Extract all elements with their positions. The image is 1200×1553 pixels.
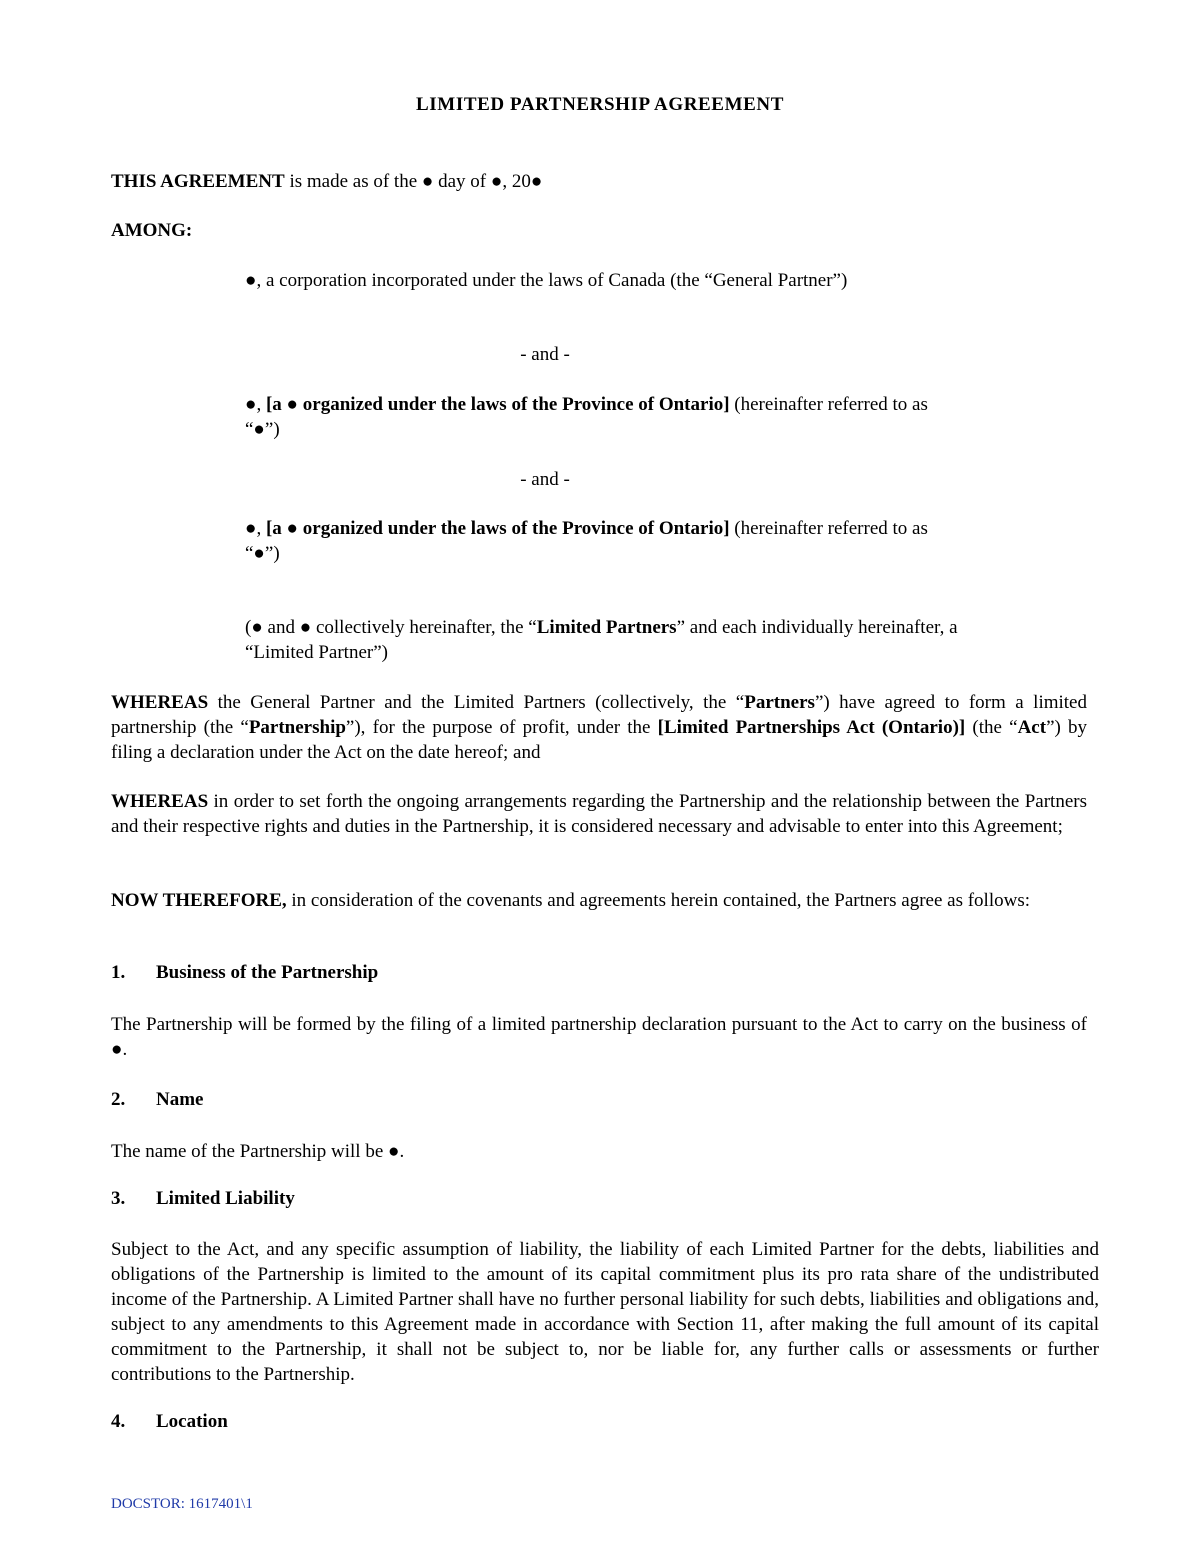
- intro-text: is made as of the ● day of ●, 20●: [289, 171, 543, 192]
- and-separator-2: - and -: [520, 469, 570, 490]
- party-general-partner: ●, a corporation incorporated under the laws of Canada (the “General Partner”): [245, 270, 848, 291]
- section-heading-2: [111, 1089, 203, 1111]
- intro-paragraph: [111, 169, 1091, 194]
- party2-bold: [a ● organized under the laws of the Province of Ontario]: [265, 394, 730, 415]
- document-title: LIMITED PARTNERSHIP AGREEMENT: [416, 94, 784, 115]
- collective-post: ” and each individually hereinafter, a “Limited Partner”): [245, 617, 958, 663]
- whereas1-t3: ”), for the purpose of profit, under the: [345, 717, 658, 738]
- section-number: 2.: [111, 1089, 126, 1110]
- whereas-paragraph-1: [111, 690, 1087, 765]
- whereas1-b4: [Limited Partnerships Act (Ontario)]: [657, 717, 966, 738]
- section-heading-4: [111, 1411, 228, 1433]
- section-title: Location: [156, 1411, 228, 1432]
- section-heading-1: [111, 962, 378, 984]
- section-number: 1.: [111, 962, 126, 983]
- party3-bold: [a ● organized under the laws of the Province of Ontario]: [265, 518, 730, 539]
- now-therefore-text: in consideration of the covenants and agreements herein contained, the Partners agree as follows:: [286, 890, 1030, 911]
- party2-lead: ●,: [245, 394, 266, 415]
- whereas2-text: in order to set forth the ongoing arrangements regarding the Partnership and the relationship between the Partners and their respective rights and duties in the Partnership, it is considered necessary and advisable to enter into this Agreement;: [111, 791, 1087, 837]
- section-body-3: Subject to the Act, and any specific assumption of liability, the liability of each Limited Partner for the debts, liabilities and obligations of the Partnership is limited to the amount of its capital commitment plus its pro rata share of the undistributed income of the Partnership. A Limited Partner shall have no further personal liability for such debts, liabilities and obligations and, subject to any amendments to this Agreement made in accordance with Section 11, after making the full amount of its capital commitment to the Partnership, it shall not be subject to, nor be liable for, any further calls or assessments or further contributions to the Partnership.: [111, 1239, 1099, 1385]
- party3-lead: ●,: [245, 518, 266, 539]
- whereas1-t1: the General Partner and the Limited Partners (collectively, the “: [208, 692, 745, 713]
- section-number: 4.: [111, 1411, 126, 1432]
- section-body-2: The name of the Partnership will be ●.: [111, 1141, 405, 1162]
- section-body-1: The Partnership will be formed by the filing of a limited partnership declaration pursuant to the Act to carry on the business of ●.: [111, 1014, 1087, 1060]
- now-therefore-paragraph: [111, 888, 1087, 913]
- collective-pre: (● and ● collectively hereinafter, the “: [245, 617, 537, 638]
- collective-bold: Limited Partners: [536, 617, 677, 638]
- party2-rest: (hereinafter referred to as “●”): [245, 394, 928, 440]
- section-title: Business of the Partnership: [156, 962, 379, 983]
- whereas2-bold: WHEREAS: [111, 791, 209, 812]
- party-limited-2: [245, 516, 945, 566]
- whereas1-b3: Partnership: [248, 717, 346, 738]
- among-label: AMONG:: [111, 220, 193, 241]
- whereas-paragraph-2: [111, 789, 1087, 839]
- party-limited-1: [245, 392, 945, 442]
- section-title: Limited Liability: [156, 1188, 295, 1209]
- section-title: Name: [156, 1089, 204, 1110]
- whereas1-t2: ”) have agreed to form a limited partnership (the “: [111, 692, 1087, 738]
- whereas1-b2: Partners: [744, 692, 815, 713]
- whereas1-t5: ”) by filing a declaration under the Act on the date hereof; and: [111, 717, 1088, 763]
- whereas1-b1: WHEREAS: [111, 692, 209, 713]
- section-number: 3.: [111, 1188, 126, 1209]
- whereas1-t4: (the “: [965, 717, 1018, 738]
- collective-definition: [245, 615, 975, 665]
- and-separator-1: - and -: [520, 344, 570, 365]
- whereas1-b5: Act: [1017, 717, 1047, 738]
- section-heading-3: [111, 1188, 295, 1210]
- intro-bold: THIS AGREEMENT: [111, 171, 285, 192]
- now-therefore-bold: NOW THEREFORE,: [111, 890, 287, 911]
- party3-rest: (hereinafter referred to as “●”): [245, 518, 928, 564]
- document-footer-id: DOCSTOR: 1617401\1: [111, 1496, 253, 1512]
